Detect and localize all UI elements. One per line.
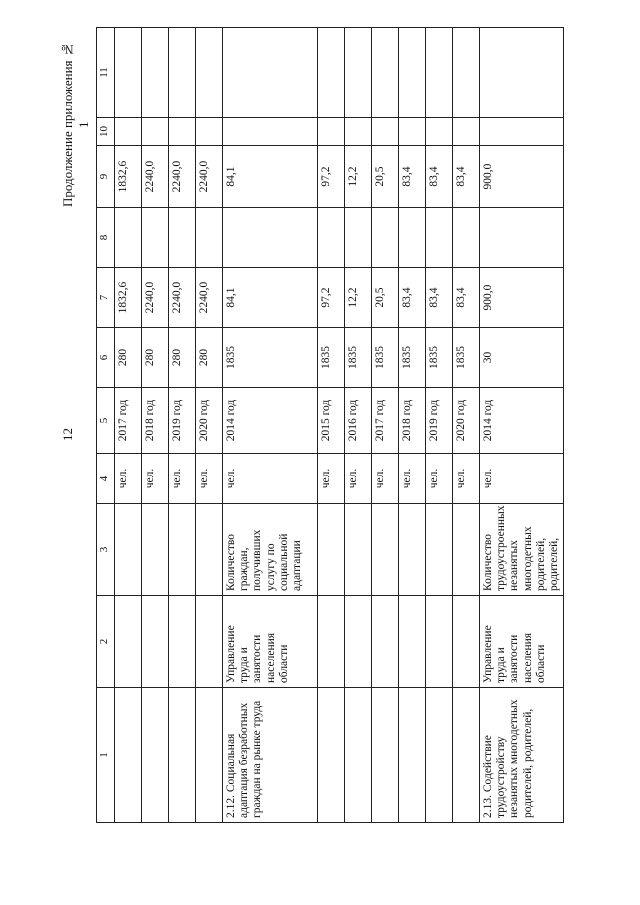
- table-row: [142, 28, 169, 823]
- table-cell-col-9: 2240,0: [196, 146, 223, 208]
- table-cell-col-4: чел.: [169, 454, 196, 504]
- table-cell-col-8: [223, 208, 318, 268]
- table-cell-col-3: [399, 504, 426, 596]
- table-cell-col-9: 83,4: [426, 146, 453, 208]
- table-cell-col-8: [115, 208, 142, 268]
- table-cell-col-6: 1835: [345, 328, 372, 388]
- table-cell-col-4: чел.: [372, 454, 399, 504]
- table-cell-col-3: [318, 504, 345, 596]
- table-cell-col-3: [372, 504, 399, 596]
- table-cell-col-4: чел.: [196, 454, 223, 504]
- table-cell-col-7: 83,4: [399, 268, 426, 328]
- table-cell-col-1: [453, 688, 480, 823]
- table-cell-col-1: [196, 688, 223, 823]
- table-cell-col-1: [345, 688, 372, 823]
- table-cell-col-8: [399, 208, 426, 268]
- table-cell-col-7: 84,1: [223, 268, 318, 328]
- table-cell-col-4: чел.: [399, 454, 426, 504]
- table-cell-col-8: [318, 208, 345, 268]
- table-cell-col-1: [142, 688, 169, 823]
- table-cell-col-4: чел.: [453, 454, 480, 504]
- table-cell-col-2: [426, 596, 453, 688]
- table-cell-col-5: 2020 год: [196, 388, 223, 454]
- table-cell-col-8: [142, 208, 169, 268]
- table-cell-col-6: 1835: [372, 328, 399, 388]
- table-cell-col-6: 1835: [223, 328, 318, 388]
- table-cell-col-3: [453, 504, 480, 596]
- table-cell-col-4: чел.: [115, 454, 142, 504]
- table-cell-col-5: 2015 год: [318, 388, 345, 454]
- table-cell-col-7: 20,5: [372, 268, 399, 328]
- table-cell-col-11: [142, 28, 169, 118]
- table-row: [426, 28, 453, 823]
- table-cell-col-6: 1835: [318, 328, 345, 388]
- table-cell-col-3: [142, 504, 169, 596]
- table-row: [196, 28, 223, 823]
- table-cell-col-4: чел.: [426, 454, 453, 504]
- table-cell-col-5: 2018 год: [142, 388, 169, 454]
- header-cell: 5: [97, 388, 115, 454]
- table-cell-col-3: Количество трудоустроенных незанятых многодетных родителей, родителей,: [480, 504, 564, 596]
- table-cell-col-8: [169, 208, 196, 268]
- table-row: [345, 28, 372, 823]
- table-cell-col-11: [196, 28, 223, 118]
- table-cell-col-7: 2240,0: [169, 268, 196, 328]
- table-cell-col-8: [345, 208, 372, 268]
- table-cell-col-4: чел.: [223, 454, 318, 504]
- table-cell-col-7: 83,4: [426, 268, 453, 328]
- table-cell-col-8: [426, 208, 453, 268]
- table-cell-col-10: [223, 118, 318, 146]
- table-cell-col-6: 280: [142, 328, 169, 388]
- table-cell-col-2: [318, 596, 345, 688]
- header-cell: 11: [97, 28, 115, 118]
- header-cell: 1: [97, 688, 115, 823]
- table-cell-col-10: [169, 118, 196, 146]
- table-cell-col-6: 280: [196, 328, 223, 388]
- table-cell-col-10: [142, 118, 169, 146]
- table-cell-col-5: 2020 год: [453, 388, 480, 454]
- table-cell-col-4: чел.: [480, 454, 564, 504]
- table-cell-col-10: [399, 118, 426, 146]
- table-cell-col-3: [426, 504, 453, 596]
- table-row: [318, 28, 345, 823]
- table-cell-col-7: 1832,6: [115, 268, 142, 328]
- table-cell-col-2: [399, 596, 426, 688]
- header-row: [97, 28, 115, 823]
- table-cell-col-11: [115, 28, 142, 118]
- table-cell-col-10: [345, 118, 372, 146]
- table-cell-col-1: 2.12. Социальная адаптация безработных граждан на рынке труда: [223, 688, 318, 823]
- table-cell-col-8: [453, 208, 480, 268]
- page-number: 12: [60, 428, 75, 442]
- table-cell-col-3: [345, 504, 372, 596]
- table-row: [223, 28, 318, 823]
- table-cell-col-8: [196, 208, 223, 268]
- table-cell-col-11: [426, 28, 453, 118]
- table-cell-col-5: 2014 год: [223, 388, 318, 454]
- table-cell-col-6: 1835: [453, 328, 480, 388]
- table-cell-col-1: [115, 688, 142, 823]
- table-cell-col-11: [480, 28, 564, 118]
- table-cell-col-11: [318, 28, 345, 118]
- table-row: [399, 28, 426, 823]
- table-cell-col-2: [453, 596, 480, 688]
- table-cell-col-9: 1832,6: [115, 146, 142, 208]
- table-cell-col-11: [169, 28, 196, 118]
- table-cell-col-5: 2017 год: [372, 388, 399, 454]
- table-cell-col-9: 84,1: [223, 146, 318, 208]
- table-cell-col-3: [196, 504, 223, 596]
- table-row: [169, 28, 196, 823]
- table-cell-col-9: 12,2: [345, 146, 372, 208]
- header-cell: 8: [97, 208, 115, 268]
- table-container: [96, 28, 640, 818]
- table-cell-col-10: [453, 118, 480, 146]
- table-cell-col-9: 20,5: [372, 146, 399, 208]
- table-row: [115, 28, 142, 823]
- table-cell-col-2: [372, 596, 399, 688]
- table-cell-col-10: [196, 118, 223, 146]
- table-cell-col-11: [345, 28, 372, 118]
- table-cell-col-10: [480, 118, 564, 146]
- table-cell-col-9: 97,2: [318, 146, 345, 208]
- appendix-title: Продолжение приложения № 1: [60, 42, 91, 208]
- table-cell-col-1: [318, 688, 345, 823]
- header-cell: 2: [97, 596, 115, 688]
- table-cell-col-11: [399, 28, 426, 118]
- header-cell: 9: [97, 146, 115, 208]
- table-row: [372, 28, 399, 823]
- table-cell-col-7: 2240,0: [142, 268, 169, 328]
- table-cell-col-11: [372, 28, 399, 118]
- table-cell-col-10: [318, 118, 345, 146]
- table-cell-col-9: 2240,0: [169, 146, 196, 208]
- table-cell-col-3: [169, 504, 196, 596]
- table-cell-col-2: [196, 596, 223, 688]
- table-cell-col-7: 97,2: [318, 268, 345, 328]
- table-cell-col-1: [426, 688, 453, 823]
- table-cell-col-9: 83,4: [399, 146, 426, 208]
- data-table: [96, 27, 564, 823]
- table-cell-col-11: [453, 28, 480, 118]
- table-cell-col-10: [372, 118, 399, 146]
- table-cell-col-5: 2014 год: [480, 388, 564, 454]
- table-cell-col-2: [169, 596, 196, 688]
- table-cell-col-9: 83,4: [453, 146, 480, 208]
- table-cell-col-6: 280: [169, 328, 196, 388]
- header-cell: 7: [97, 268, 115, 328]
- table-cell-col-6: 280: [115, 328, 142, 388]
- table-cell-col-8: [480, 208, 564, 268]
- table-cell-col-8: [372, 208, 399, 268]
- table-cell-col-5: 2018 год: [399, 388, 426, 454]
- table-cell-col-7: 900,0: [480, 268, 564, 328]
- table-cell-col-5: 2017 год: [115, 388, 142, 454]
- header-cell: 3: [97, 504, 115, 596]
- table-cell-col-3: Количество граждан, получивших услугу по социальной адаптации: [223, 504, 318, 596]
- table-cell-col-1: [372, 688, 399, 823]
- table-cell-col-10: [115, 118, 142, 146]
- table-cell-col-2: [142, 596, 169, 688]
- table-cell-col-2: [345, 596, 372, 688]
- table-cell-col-5: 2019 год: [426, 388, 453, 454]
- table-cell-col-1: [169, 688, 196, 823]
- table-cell-col-2: [115, 596, 142, 688]
- table-cell-col-6: 1835: [399, 328, 426, 388]
- table-row: [480, 28, 564, 823]
- table-cell-col-7: 2240,0: [196, 268, 223, 328]
- table-cell-col-1: 2.13. Содействие трудоустройству незанятых многодетных родителей, родителей,: [480, 688, 564, 823]
- table-row: [453, 28, 480, 823]
- table-cell-col-6: 30: [480, 328, 564, 388]
- table-cell-col-7: 83,4: [453, 268, 480, 328]
- table-cell-col-3: [115, 504, 142, 596]
- table-cell-col-2: Управление труда и занятости населения области: [480, 596, 564, 688]
- table-cell-col-5: 2016 год: [345, 388, 372, 454]
- header-cell: 6: [97, 328, 115, 388]
- table-cell-col-9: 900,0: [480, 146, 564, 208]
- table-cell-col-4: чел.: [318, 454, 345, 504]
- table-cell-col-9: 2240,0: [142, 146, 169, 208]
- table-cell-col-2: Управление труда и занятости населения области: [223, 596, 318, 688]
- table-cell-col-7: 12,2: [345, 268, 372, 328]
- table-cell-col-5: 2019 год: [169, 388, 196, 454]
- table-cell-col-6: 1835: [426, 328, 453, 388]
- table-cell-col-4: чел.: [142, 454, 169, 504]
- table-cell-col-4: чел.: [345, 454, 372, 504]
- header-cell: 10: [97, 118, 115, 146]
- table-cell-col-11: [223, 28, 318, 118]
- table-cell-col-1: [399, 688, 426, 823]
- header-cell: 4: [97, 454, 115, 504]
- table-cell-col-10: [426, 118, 453, 146]
